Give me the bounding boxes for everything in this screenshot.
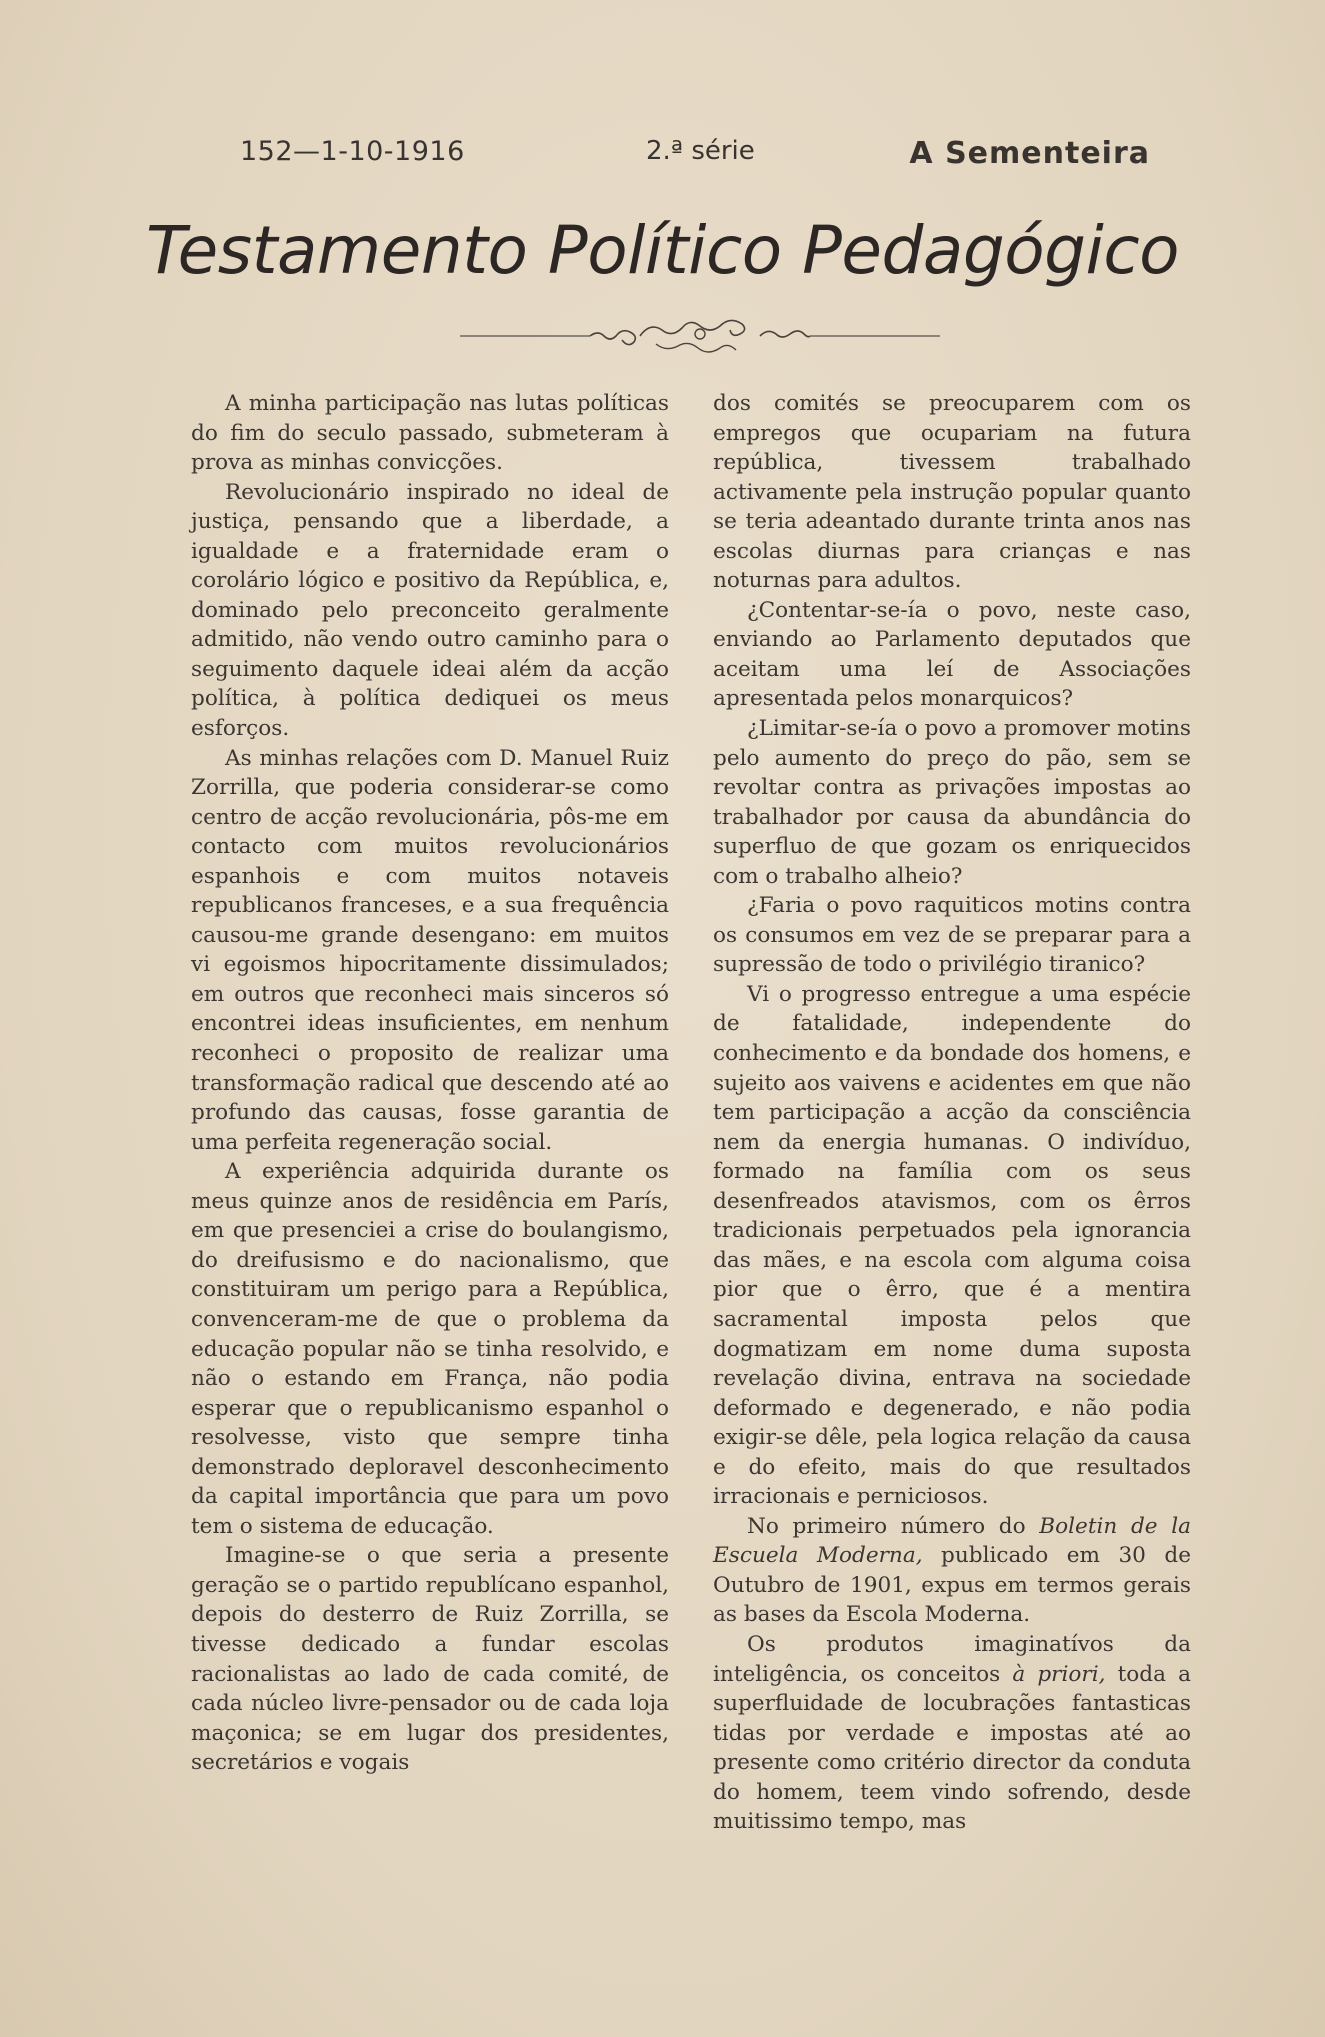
paragraph-boletin — [713, 1512, 1191, 1630]
running-header — [240, 136, 1150, 176]
paragraph: ¿Faria o povo raquiticos motins contra os consumos em vez de se preparar para a supressão de todo o privilégio tiranico? — [713, 893, 1191, 978]
paragraph-continuation: dos comités se preocuparem com os empregos que ocupariam na futura república, tivessem trabalhado activamente pela instrução popular quanto se teria adeantado durante trinta anos nas escolas diurnas para crianças e nas noturnas para adultos. — [713, 391, 1191, 594]
paragraph: Revolucionário inspirado no ideal de justiça, pensando que a liberdade, a igualdade e a fraternidade eram o corolário lógico e positivo da República, e, dominado pelo preconceito geralmente admitido, não vendo outro caminho para o seguimento daquele ideai além da acção política, à política dediquei os meus esforços. — [191, 479, 669, 742]
paragraph: As minhas relações com D. Manuel Ruiz Zorrilla, que poderia considerar-se como centro de acção revolucionária, pôs-me em contacto com muitos revolucionários espanhois e com muitos notaveis republicanos franceses, e a sua frequência causou-me grande desengano: em muitos vi egoismos hipocritamente dissimulados; em outros que reconheci mais sinceros só encontrei ideas insuficientes, em nenhum reconheci o proposito de realizar uma transformação radical que descendo até ao profundo das causas, fosse garantia de uma perfeita regeneração social. — [191, 745, 669, 1155]
publication-name: A Sementeira — [909, 136, 1150, 171]
latin-phrase-italic: à priori, — [1012, 1661, 1106, 1687]
paragraph: Imagine-se o que seria a presente geração se o partido republícano espanhol, depois do desterro de Ruiz Zorrilla, se tivesse dedicado a fundar escolas racionalistas ao lado de cada comité, de cada núcleo livre-pensador ou de cada loja maçonica; se em lugar dos presidentes, secretários e vogais — [191, 1543, 669, 1776]
series-label: 2.ª série — [646, 136, 755, 166]
paragraph: ¿Limitar-se-ía o povo a promover motins pelo aumento do preço do pão, sem se revoltar contra as privações impostas ao trabalhador por causa da abundância do superfluo de que gozam os enriquecidos com o trabalho alheio? — [713, 716, 1191, 889]
paragraph: ¿Contentar-se-ía o povo, neste caso, enviando ao Parlamento deputados que aceitam uma leí de Associações apresentada pelos monarquicos? — [713, 597, 1191, 712]
page-number-date: 152—1-10-1916 — [240, 136, 465, 167]
text-run: Os produtos imaginatívos da inteligência, os conceitos — [713, 1631, 1191, 1687]
paragraph: Vi o progresso entregue a uma espécie de fatalidade, independente do conhecimento e da bondade dos homens, e sujeito aos vaivens e acidentes em que não tem participação a acção da consciência nem da energia humanas. O indivíduo, formado na família com os seus desenfreados atavismos, com os êrros tradicionais perpetuados pela ignorancia das mães, e na escola com alguma coisa pior que o êrro, que é a mentira sacramental imposta pelos que dogmatizam em nome duma suposta revelação divina, entrava na sociedade deformado e degenerado, e não podia exigir-se dêle, pela logica relação da causa e do efeito, mais do que resultados irracionais e perniciosos. — [713, 981, 1191, 1510]
paragraph: A minha participação nas lutas políticas do fim do seculo passado, submeteram à prova as minhas convicções. — [191, 391, 669, 476]
article-title: Testamento Político Pedagógico — [145, 212, 1180, 289]
paragraph-last — [713, 1630, 1191, 1837]
text-run: publicado em 30 de Outubro de 1901, expus em termos gerais as bases da Escola Moderna. — [713, 1543, 1192, 1628]
publication-title-italic: Boletin de la Escuela Moderna, — [713, 1513, 1191, 1569]
decorative-flourish-icon — [460, 316, 940, 356]
paragraph: A experiência adquirida durante os meus quinze anos de residência em París, em que presenciei a crise do boulangismo, do dreifusismo e do nacionalismo, que constituiram um perigo para a República, convenceram-me de que o problema da educação popular não se tinha resolvido, e não o estando em França, não podia esperar que o republicanismo espanhol o resolvesse, visto que sempre tinha demonstrado deploravel desconhecimento da capital importância que para um povo tem o sistema de educação. — [191, 1159, 669, 1539]
text-run: toda a superfluidade de locubrações fantasticas tidas por verdade e impostas até ao presente como critério director da conduta do homem, teem vindo sofrendo, desde muitissimo tempo, mas — [713, 1661, 1192, 1835]
text-run: No primeiro número do — [747, 1513, 1040, 1539]
right-column — [713, 389, 1191, 1837]
left-column — [191, 389, 669, 1778]
